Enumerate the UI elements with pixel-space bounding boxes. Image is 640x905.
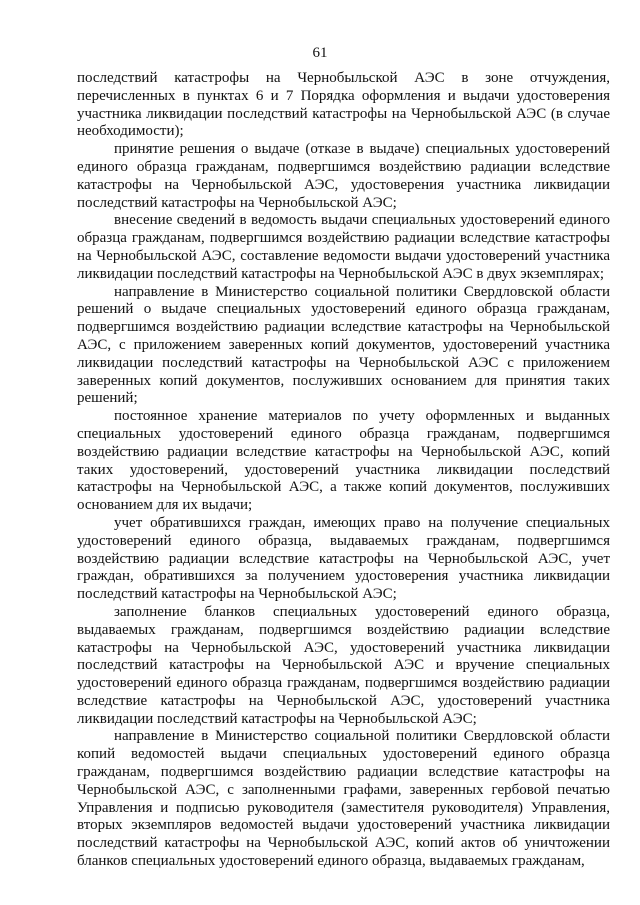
paragraph-permanent-storage: постоянное хранение материалов по учету оформленных и выданных специальных удостоверений единого образца гражданам, подвергшимся воздействию радиации вследствие катастрофы на Чернобыльской АЭС, копий таких удостоверений, удостоверений участника ликвидации последствий катастрофы на Чернобыльской АЭС, а также копий документов, послуживших основанием для их выдачи; xyxy=(77,408,610,514)
paragraph-send-decisions: направление в Министерство социальной политики Свердловской области решений о выдаче специальных удостоверений единого образца гражданам, подвергшимся воздействию радиации вследствие катастрофы на Чернобыльской АЭС, с приложением заверенных копий документов, удостоверений участника ликвидации последствий катастрофы на Чернобыльской АЭС с приложением заверенных копий документов, послуживших основанием для принятия таких решений; xyxy=(77,283,610,407)
paragraph-form-filling: заполнение бланков специальных удостоверений единого образца, выдаваемых гражданам, подвергшимся воздействию радиации вследствие катастрофы на Чернобыльской АЭС, удостоверений участника ликвидации последствий катастрофы на Чернобыльской АЭС и вручение специальных удостоверений единого образца гражданам, подвергшимся воздействию радиации вследствие катастрофы на Чернобыльской АЭС, удостоверений участника ликвидации последствий катастрофы на Чернобыльской АЭС; xyxy=(77,603,610,727)
paragraph-send-register-copies: направление в Министерство социальной политики Свердловской области копий ведомостей выдачи специальных удостоверений единого образца гражданам, подвергшимся воздействию радиации вследствие катастрофы на Чернобыльской АЭС, с заполненными графами, заверенных гербовой печатью Управления и подписью руководителя (заместителя руководителя) Управления, вторых экземпляров ведомостей выдачи удостоверений участника ликвидации последствий катастрофы на Чернобыльской АЭС, копий актов об уничтожении бланков специальных удостоверений единого образца, выдаваемых гражданам, xyxy=(77,728,610,870)
paragraph-citizen-accounting: учет обратившихся граждан, имеющих право на получение специальных удостоверений единого образца, выдаваемых гражданам, подвергшимся воздействию радиации вследствие катастрофы на Чернобыльской АЭС, учет граждан, обратившихся за получением удостоверения участника ликвидации последствий катастрофы на Чернобыльской АЭС; xyxy=(77,514,610,603)
paragraph-continuation: последствий катастрофы на Чернобыльской АЭС в зоне отчуждения, перечисленных в пунктах 6 и 7 Порядка оформления и выдачи удостоверения участника ликвидации последствий катастрофы на Чернобыльской АЭС (в случае необходимости); xyxy=(77,70,610,140)
document-body xyxy=(77,70,610,871)
paragraph-register-entry: внесение сведений в ведомость выдачи специальных удостоверений единого образца гражданам, подвергшимся воздействию радиации вследствие катастрофы на Чернобыльской АЭС, составление ведомости выдачи удостоверений участника ликвидации последствий катастрофы на Чернобыльской АЭС в двух экземплярах; xyxy=(77,212,610,282)
page-number: 61 xyxy=(312,45,328,61)
paragraph-decision-issuance: принятие решения о выдаче (отказе в выдаче) специальных удостоверений единого образца гражданам, подвергшимся воздействию радиации вследствие катастрофы на Чернобыльской АЭС, удостоверения участника ликвидации последствий катастрофы на Чернобыльской АЭС; xyxy=(77,141,610,211)
